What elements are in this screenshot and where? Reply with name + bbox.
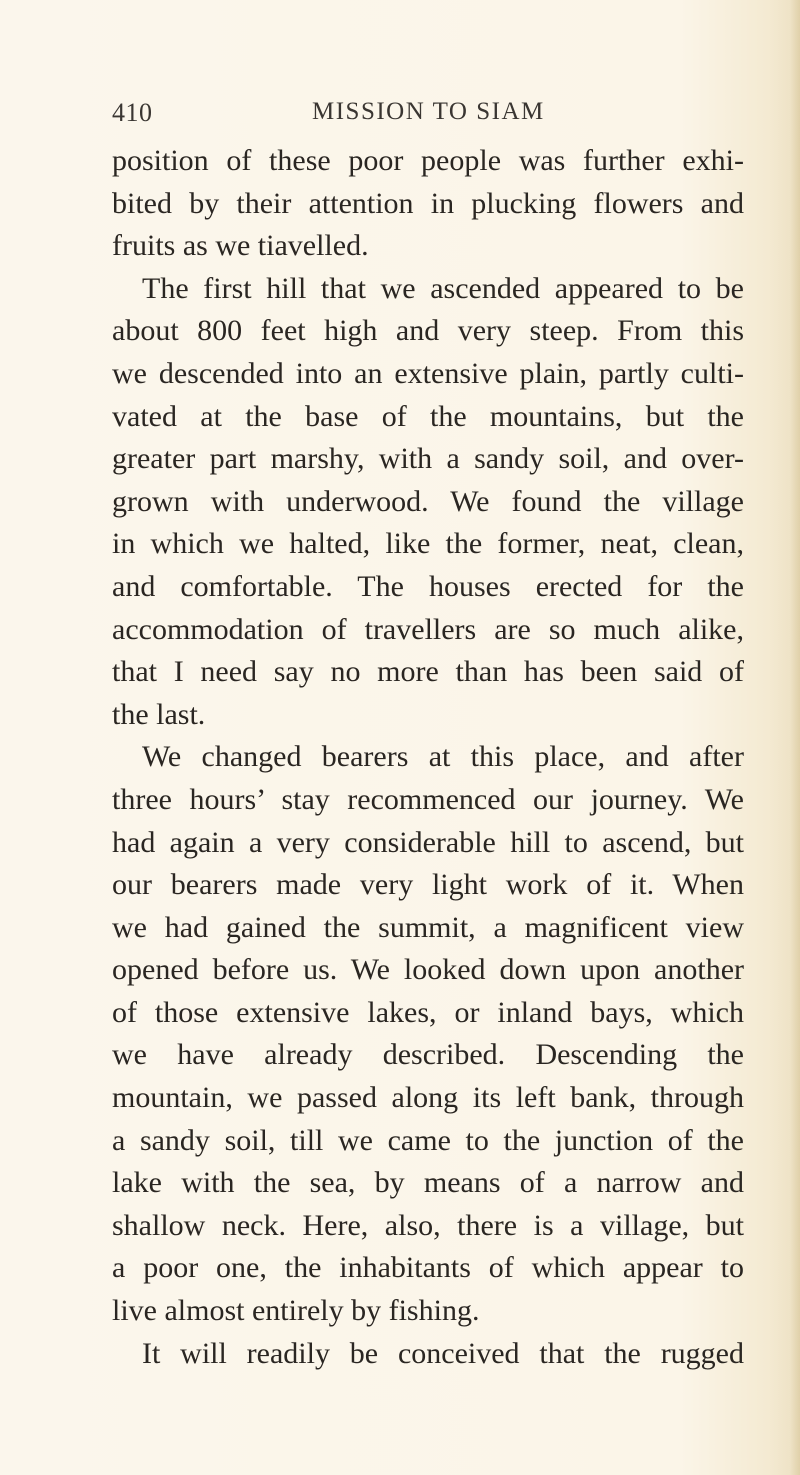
body-text bbox=[112, 140, 744, 1375]
text-line: vated at the base of the mountains, but the bbox=[112, 399, 744, 433]
text-line: The first hill that we ascended appeared to be bbox=[142, 271, 744, 305]
page-header bbox=[112, 98, 752, 138]
text-line: accommodation of travellers are so much alike, bbox=[112, 612, 744, 646]
text-line: three hours’ stay recommenced our journey. We bbox=[112, 782, 744, 816]
text-line: position of these poor people was further exhi- bbox=[112, 144, 744, 177]
text-line: grown with underwood. We found the village bbox=[112, 484, 744, 518]
text-line: in which we halted, like the former, neat, clean, bbox=[112, 527, 744, 561]
text-line: live almost entirely by fishing. bbox=[112, 1294, 480, 1328]
text-line: that I need say no more than has been said of bbox=[112, 655, 744, 689]
text-line: a poor one, the inhabitants of which appear to bbox=[112, 1251, 744, 1285]
page-number: 410 bbox=[112, 98, 153, 127]
text-line: fruits as we tiavelled. bbox=[112, 229, 369, 263]
text-line: the last. bbox=[112, 697, 206, 731]
text-line: a sandy soil, till we came to the junction of the bbox=[112, 1123, 744, 1157]
text-line: had again a very considerable hill to ascend, but bbox=[112, 825, 744, 859]
text-line: It will readily be conceived that the rugged bbox=[142, 1336, 744, 1370]
text-line: about 800 feet high and very steep. From this bbox=[112, 314, 744, 348]
text-line: mountain, we passed along its left bank, through bbox=[112, 1081, 744, 1115]
text-line: we have already described. Descending the bbox=[112, 1038, 744, 1072]
text-line: our bearers made very light work of it. When bbox=[112, 868, 744, 902]
text-line: greater part marshy, with a sandy soil, and over- bbox=[112, 442, 744, 476]
text-line: we had gained the summit, a magnificent view bbox=[112, 910, 744, 944]
text-line: shallow neck. Here, also, there is a village, but bbox=[112, 1208, 744, 1242]
text-line: bited by their attention in plucking flowers and bbox=[112, 186, 744, 220]
text-line: and comfortable. The houses erected for the bbox=[112, 569, 744, 603]
text-line: We changed bearers at this place, and after bbox=[142, 740, 744, 774]
text-line: we descended into an extensive plain, partly culti- bbox=[112, 356, 744, 390]
running-head: MISSION TO SIAM bbox=[312, 98, 545, 125]
page-edge-shadow bbox=[790, 0, 800, 1475]
text-line: opened before us. We looked down upon another bbox=[112, 953, 744, 987]
text-line: lake with the sea, by means of a narrow and bbox=[112, 1166, 744, 1200]
text-line: of those extensive lakes, or inland bays, which bbox=[112, 995, 744, 1029]
